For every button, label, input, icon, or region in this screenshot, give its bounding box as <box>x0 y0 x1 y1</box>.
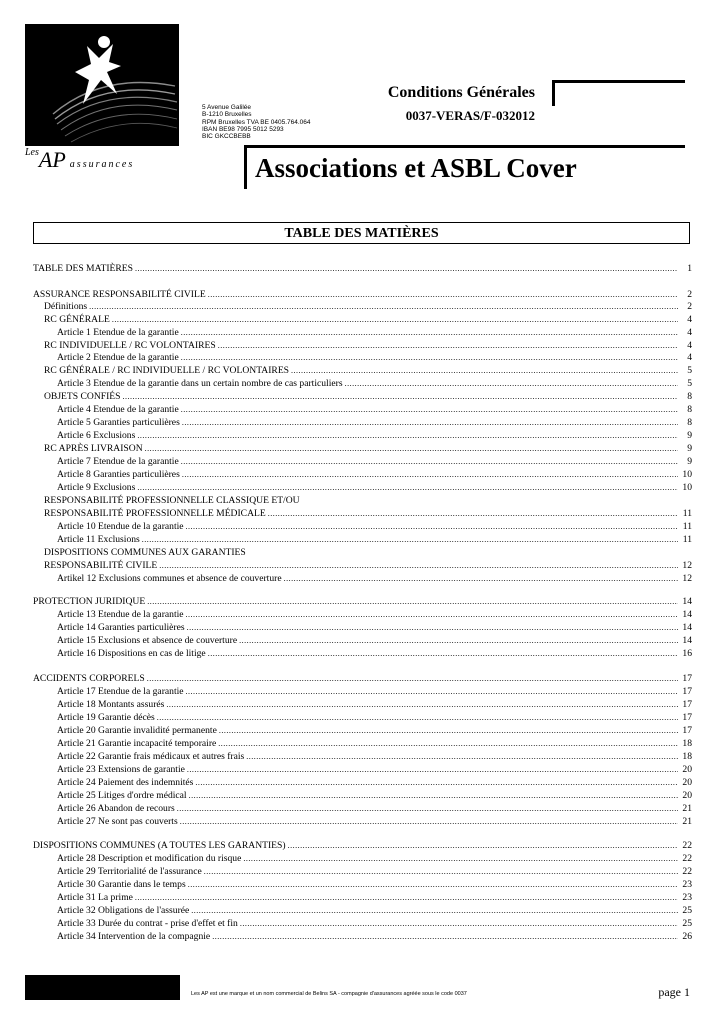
toc-leader-dots <box>89 301 678 313</box>
toc-entry[interactable] <box>57 777 692 789</box>
toc-entry-label: Article 26 Abandon de recours <box>57 803 175 814</box>
toc-entry-page: 20 <box>682 777 692 788</box>
toc-entry-page: 26 <box>682 931 692 942</box>
toc-entry-label: Article 10 Etendue de la garantie <box>57 521 184 532</box>
toc-entry[interactable] <box>57 482 692 494</box>
toc-entry-page: 11 <box>682 534 692 545</box>
toc-leader-dots <box>204 866 678 878</box>
toc-entry[interactable] <box>57 931 692 943</box>
address-line: RPM Bruxelles TVA BE 0405.764.064 <box>202 118 311 126</box>
page-number: page 1 <box>658 985 690 999</box>
toc-entry-label: Article 13 Etendue de la garantie <box>57 609 184 620</box>
toc-entry-page: 4 <box>687 327 692 338</box>
toc-entry-label: Article 11 Exclusions <box>57 534 140 545</box>
toc-entry-label: Article 1 Etendue de la garantie <box>57 327 179 338</box>
toc-entry-label: Article 29 Territorialité de l'assurance <box>57 866 202 877</box>
toc-entry-page: 14 <box>682 596 692 607</box>
toc-entry-label: Définitions <box>44 301 88 312</box>
toc-leader-dots <box>123 391 679 403</box>
toc-entry-page: 22 <box>682 840 692 851</box>
toc-leader-dots <box>246 751 678 763</box>
toc-entry[interactable] <box>57 853 692 865</box>
toc-entry-page: 8 <box>687 417 692 428</box>
toc-leader-dots <box>182 469 678 481</box>
toc-entry-page: 5 <box>687 365 692 376</box>
toc-entry-label: Article 7 Etendue de la garantie <box>57 456 179 467</box>
toc-leader-dots <box>166 699 678 711</box>
company-address <box>202 104 311 140</box>
toc-entry-label: Article 33 Durée du contrat - prise d'effet et fin <box>57 918 238 929</box>
toc-entry-page: 14 <box>682 609 692 620</box>
toc-entry-label: PROTECTION JURIDIQUE <box>33 596 146 607</box>
toc-entry-page: 25 <box>682 918 692 929</box>
toc-leader-dots <box>181 352 678 364</box>
address-line: IBAN BE98 7995 5012 5293 <box>202 125 284 133</box>
toc-entry[interactable] <box>57 866 692 878</box>
toc-entry[interactable] <box>44 508 692 520</box>
toc-entry-label: RESPONSABILITÉ CIVILE <box>44 560 158 571</box>
toc-entry-page: 21 <box>682 816 692 827</box>
toc-entry-label: Article 25 Litiges d'ordre médical <box>57 790 187 801</box>
document-type: Conditions Générales <box>387 84 535 101</box>
toc-entry-page: 4 <box>687 352 692 363</box>
toc-leader-dots <box>218 738 678 750</box>
toc-entry-label: Article 8 Garanties particulières <box>57 469 180 480</box>
toc-entry-label: ASSURANCE RESPONSABILITÉ CIVILE <box>33 289 206 300</box>
toc-entry[interactable] <box>44 560 692 572</box>
toc-entry[interactable] <box>57 609 692 621</box>
toc-entry-page: 18 <box>682 751 692 762</box>
toc-entry[interactable] <box>57 725 692 737</box>
toc-entry-page: 4 <box>687 340 692 351</box>
toc-entry[interactable] <box>57 905 692 917</box>
toc-entry[interactable] <box>57 892 692 904</box>
toc-entry-page: 10 <box>682 469 692 480</box>
toc-entry-page: 14 <box>682 622 692 633</box>
toc-entry[interactable] <box>44 391 692 403</box>
toc-entry[interactable] <box>33 673 692 685</box>
brand-les: Les <box>25 147 39 158</box>
toc-entry[interactable] <box>57 635 692 647</box>
toc-entry[interactable] <box>44 301 692 313</box>
toc-leader-dots <box>239 635 678 647</box>
toc-entry-page: 17 <box>682 725 692 736</box>
toc-entry-label: Article 19 Garantie décès <box>57 712 155 723</box>
toc-leader-dots <box>147 596 678 608</box>
toc-leader-dots <box>112 314 678 326</box>
toc-entry-page: 4 <box>687 314 692 325</box>
toc-entry[interactable] <box>57 378 692 390</box>
toc-entry[interactable] <box>57 534 692 546</box>
toc-entry[interactable] <box>57 622 692 634</box>
toc-leader-dots <box>186 521 678 533</box>
toc-leader-dots <box>142 534 678 546</box>
toc-entry[interactable] <box>57 764 692 776</box>
toc-entry[interactable] <box>57 327 692 339</box>
toc-entry-page: 23 <box>682 892 692 903</box>
toc-entry-page: 17 <box>682 699 692 710</box>
toc-leader-dots <box>147 673 678 685</box>
toc-entry-page: 11 <box>682 508 692 519</box>
toc-leader-dots <box>345 378 678 390</box>
toc-entry-page: 1 <box>687 263 692 274</box>
toc-entry-page: 2 <box>687 301 692 312</box>
address-line: BIC GKCCBEBB <box>202 133 251 141</box>
toc-leader-dots <box>181 327 678 339</box>
toc-leader-dots <box>219 725 678 737</box>
toc-entry-label: RC GÉNÉRALE / RC INDIVIDUELLE / RC VOLONTAIRES <box>44 365 290 376</box>
toc-leader-dots <box>208 648 678 660</box>
toc-entry[interactable] <box>57 456 692 468</box>
toc-entry-page: 16 <box>682 648 692 659</box>
toc-entry[interactable] <box>57 712 692 724</box>
footer-bar <box>25 975 180 1000</box>
toc-entry-label: DISPOSITIONS COMMUNES AUX GARANTIES <box>44 547 246 558</box>
brand-ap: AP <box>38 147 66 172</box>
toc-leader-dots <box>177 803 678 815</box>
toc-leader-dots <box>187 622 678 634</box>
toc-entry[interactable] <box>33 596 692 608</box>
toc-leader-dots <box>137 430 678 442</box>
page-title: Associations et ASBL Cover <box>255 153 577 183</box>
toc-entry-label: Article 4 Etendue de la garantie <box>57 404 179 415</box>
toc-entry-label: Article 22 Garantie frais médicaux et autres frais <box>57 751 245 762</box>
toc-entry-label: RC INDIVIDUELLE / RC VOLONTAIRES <box>44 340 216 351</box>
toc-entry[interactable] <box>57 430 692 442</box>
logo-graphic <box>25 24 179 146</box>
toc-entry-label: DISPOSITIONS COMMUNES (A TOUTES LES GARANTIES) <box>33 840 286 851</box>
toc-leader-dots <box>135 263 678 275</box>
toc-entry[interactable] <box>57 573 692 585</box>
toc-entry-page: 12 <box>682 560 692 571</box>
toc-leader-dots <box>181 456 678 468</box>
toc-entry-page: 20 <box>682 764 692 775</box>
toc-leader-dots <box>191 905 678 917</box>
toc-leader-dots <box>180 816 678 828</box>
toc-entry-label: Article 30 Garantie dans le temps <box>57 879 186 890</box>
toc-entry[interactable] <box>44 443 692 455</box>
toc-entry-page: 12 <box>682 573 692 584</box>
toc-entry[interactable] <box>57 417 692 429</box>
toc-entry-page: 17 <box>682 673 692 684</box>
toc-leader-dots <box>195 777 678 789</box>
toc-entry-page: 2 <box>687 289 692 300</box>
toc-entry-page: 22 <box>682 866 692 877</box>
toc-entry-page: 14 <box>682 635 692 646</box>
toc-leader-dots <box>145 443 678 455</box>
toc-entry-page: 25 <box>682 905 692 916</box>
toc-entry-page: 20 <box>682 790 692 801</box>
footer-legal: Les AP est une marque et un nom commercial de Belins SA - compagnie d'assurances agréée sous le code 0037 <box>191 991 467 997</box>
toc-leader-dots <box>186 686 678 698</box>
toc-leader-dots <box>137 482 678 494</box>
toc-leader-dots <box>208 289 678 301</box>
toc-leader-dots <box>284 573 678 585</box>
toc-entry-label: RC GÉNÉRALE <box>44 314 110 325</box>
toc-entry-label: Article 21 Garantie incapacité temporaire <box>57 738 217 749</box>
toc-entry[interactable] <box>57 803 692 815</box>
company-logo <box>25 24 179 146</box>
toc-leader-dots <box>189 790 678 802</box>
toc-entry-label: Article 18 Montants assurés <box>57 699 165 710</box>
toc-leader-dots <box>212 931 678 943</box>
toc-entry-label: Article 14 Garanties particulières <box>57 622 185 633</box>
toc-leader-dots <box>188 879 678 891</box>
toc-leader-dots <box>159 560 678 572</box>
toc-entry[interactable] <box>57 879 692 891</box>
toc-entry[interactable] <box>57 790 692 802</box>
address-line: 5 Avenue Galilée <box>202 104 252 111</box>
toc-entry-label: Article 20 Garantie invalidité permanente <box>57 725 217 736</box>
toc-leader-dots <box>288 840 678 852</box>
toc-entry-page: 21 <box>682 803 692 814</box>
toc-entry-page: 5 <box>687 378 692 389</box>
toc-entry[interactable] <box>44 314 692 326</box>
toc-entry[interactable] <box>57 521 692 533</box>
toc-entry-label: Article 28 Description et modification du risque <box>57 853 242 864</box>
toc-entry-label: Article 2 Etendue de la garantie <box>57 352 179 363</box>
toc-entry-label: TABLE DES MATIÈRES <box>33 263 133 274</box>
toc-entry-page: 8 <box>687 391 692 402</box>
brand-wordmark <box>25 147 134 173</box>
toc-leader-dots <box>157 712 678 724</box>
toc-heading: TABLE DES MATIÈRES <box>33 222 690 244</box>
toc-entry[interactable] <box>57 469 692 481</box>
address-line: B-1210 Bruxelles <box>202 111 252 119</box>
title-frame <box>244 145 685 189</box>
toc-entry-page: 9 <box>687 443 692 454</box>
toc-leader-dots <box>135 892 678 904</box>
toc-entry-label: Article 34 Intervention de la compagnie <box>57 931 211 942</box>
toc-entry-page: 18 <box>682 738 692 749</box>
toc-entry-page: 23 <box>682 879 692 890</box>
toc-entry[interactable] <box>44 547 692 559</box>
toc-entry-label: Article 5 Garanties particulières <box>57 417 180 428</box>
toc-entry[interactable] <box>57 699 692 711</box>
toc-entry-page: 17 <box>682 712 692 723</box>
toc-entry[interactable] <box>33 289 692 301</box>
toc-entry[interactable] <box>57 816 692 828</box>
toc-entry[interactable] <box>44 365 692 377</box>
toc-leader-dots <box>268 508 678 520</box>
toc-entry-label: Article 9 Exclusions <box>57 482 136 493</box>
toc-entry[interactable] <box>57 352 692 364</box>
toc-entry-page: 9 <box>687 456 692 467</box>
toc-entry[interactable] <box>57 404 692 416</box>
toc-entry-page: 8 <box>687 404 692 415</box>
toc-entry-label: ACCIDENTS CORPORELS <box>33 673 145 684</box>
toc-entry-page: 10 <box>682 482 692 493</box>
toc-entry-label: Article 16 Dispositions en cas de litige <box>57 648 206 659</box>
toc-entry-label: Article 3 Etendue de la garantie dans un certain nombre de cas particuliers <box>57 378 343 389</box>
corner-frame <box>552 80 685 106</box>
toc-entry[interactable] <box>33 263 692 275</box>
toc-entry-label: OBJETS CONFIÉS <box>44 391 121 402</box>
toc-leader-dots <box>218 340 678 352</box>
brand-assurances: assurances <box>69 159 135 170</box>
toc-entry-label: RESPONSABILITÉ PROFESSIONNELLE CLASSIQUE ET/OU <box>44 495 300 506</box>
toc-entry-page: 11 <box>682 521 692 532</box>
toc-entry-label: Article 23 Extensions de garantie <box>57 764 185 775</box>
toc-entry[interactable] <box>44 495 692 507</box>
toc-entry-label: Article 17 Etendue de la garantie <box>57 686 184 697</box>
toc-entry-label: Article 24 Paiement des indemnités <box>57 777 194 788</box>
toc-leader-dots <box>182 417 678 429</box>
toc-entry-label: RC APRÈS LIVRAISON <box>44 443 143 454</box>
toc-leader-dots <box>186 609 678 621</box>
toc-entry[interactable] <box>57 648 692 660</box>
toc-entry[interactable] <box>57 918 692 930</box>
document-code: 0037-VERAS/F-032012 <box>405 108 535 123</box>
toc-entry-page: 22 <box>682 853 692 864</box>
toc-entry[interactable] <box>44 340 692 352</box>
toc-entry-label: Article 6 Exclusions <box>57 430 136 441</box>
toc-entry-label: Artikel 12 Exclusions communes et absence de couverture <box>57 573 282 584</box>
toc-leader-dots <box>291 365 678 377</box>
toc-entry-label: Article 27 Ne sont pas couverts <box>57 816 178 827</box>
toc-leader-dots <box>240 918 678 930</box>
toc-entry-label: Article 15 Exclusions et absence de couverture <box>57 635 238 646</box>
toc-entry[interactable] <box>33 840 692 852</box>
toc-entry-page: 9 <box>687 430 692 441</box>
toc-entry[interactable] <box>57 738 692 750</box>
toc-entry-page: 17 <box>682 686 692 697</box>
toc-entry-label: Article 31 La prime <box>57 892 133 903</box>
toc-entry-label: RESPONSABILITÉ PROFESSIONNELLE MÉDICALE <box>44 508 266 519</box>
toc-leader-dots <box>187 764 678 776</box>
toc-leader-dots <box>243 853 678 865</box>
toc-entry[interactable] <box>57 751 692 763</box>
toc-entry-label: Article 32 Obligations de l'assurée <box>57 905 190 916</box>
toc-leader-dots <box>181 404 678 416</box>
toc-entry[interactable] <box>57 686 692 698</box>
